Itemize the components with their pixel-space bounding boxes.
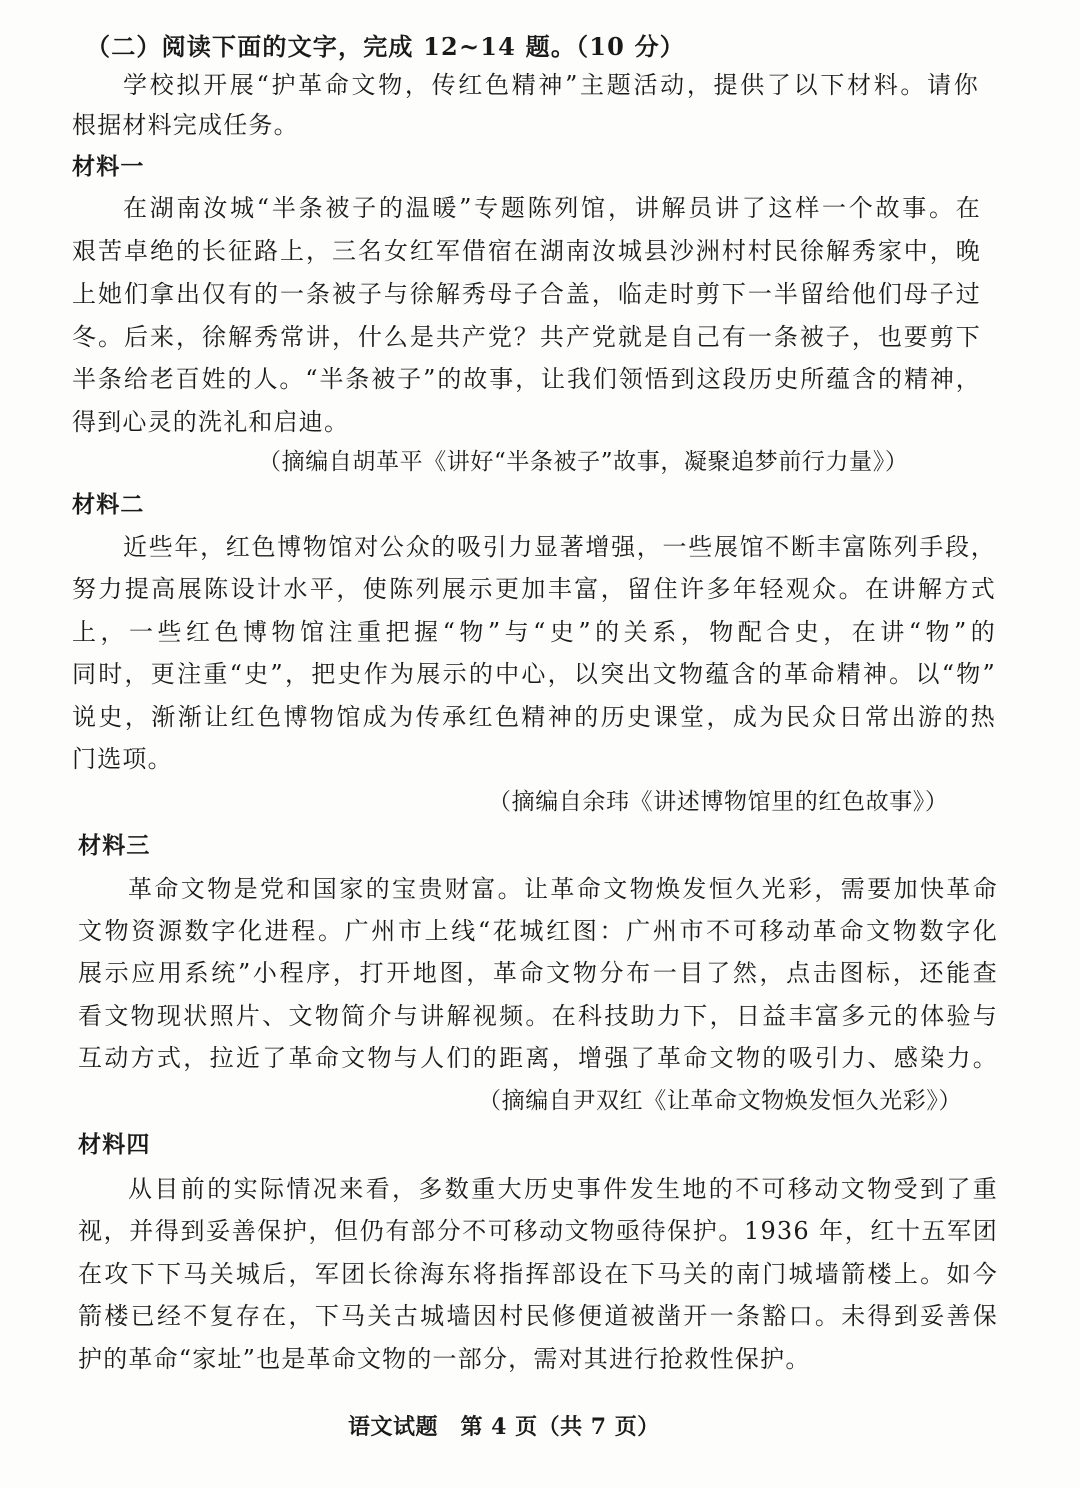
- material-4-line: 视，并得到妥善保护，但仍有部分不可移动文物亟待保护。1936 年，红十五军团: [78, 1217, 998, 1245]
- material-3-source: （摘编自尹双红《让革命文物焕发恒久光彩》）: [478, 1088, 963, 1114]
- material-4-line: 护的革命“家址”也是革命文物的一部分，需对其进行抢救性保护。: [78, 1345, 811, 1373]
- material-4-label: 材料四: [78, 1132, 151, 1158]
- material-2-line: 近些年，红色博物馆对公众的吸引力显著增强，一些展馆不断丰富陈列手段，: [123, 533, 996, 561]
- material-1-line: 冬。后来，徐解秀常讲，什么是共产党？共产党就是自己有一条被子，也要剪下: [72, 323, 981, 351]
- material-2-line: 同时，更注重“史”，把史作为展示的中心，以突出文物蕴含的革命精神。以“物”: [72, 660, 996, 688]
- material-1-line: 上她们拿出仅有的一条被子与徐解秀母子合盖，临走时剪下一半留给他们母子过: [72, 280, 981, 308]
- material-3-line: 展示应用系统”小程序，打开地图，革命文物分布一目了然，点击图标，还能查: [78, 959, 998, 987]
- material-1-source: （摘编自胡革平《讲好“半条被子”故事，凝聚追梦前行力量》）: [258, 449, 909, 475]
- material-3-label: 材料三: [78, 833, 151, 859]
- page-footer: 语文试题 第 4 页（共 7 页）: [348, 1414, 660, 1440]
- material-4-line: 箭楼已经不复存在，下马关古城墙因村民修便道被凿开一条豁口。未得到妥善保: [78, 1302, 998, 1330]
- intro-line: 根据材料完成任务。: [72, 111, 299, 139]
- material-2-line: 努力提高展陈设计水平，使陈列展示更加丰富，留住许多年轻观众。在讲解方式: [72, 575, 996, 603]
- material-3-line: 看文物现状照片、文物简介与讲解视频。在科技助力下，日益丰富多元的体验与: [78, 1002, 998, 1030]
- material-2-label: 材料二: [72, 492, 145, 518]
- material-4-line: 在攻下下马关城后，军团长徐海东将指挥部设在下马关的南门城墙箭楼上。如今: [78, 1260, 998, 1288]
- material-4-line: 从目前的实际情况来看，多数重大历史事件发生地的不可移动文物受到了重: [128, 1175, 998, 1203]
- material-2-line: 门选项。: [72, 745, 173, 773]
- material-1-line: 半条给老百姓的人。“半条被子”的故事，让我们领悟到这段历史所蕴含的精神，: [72, 365, 981, 393]
- material-2-line: 上，一些红色博物馆注重把握“物”与“史”的关系，物配合史，在讲“物”的: [72, 618, 996, 646]
- material-3-line: 互动方式，拉近了革命文物与人们的距离，增强了革命文物的吸引力、感染力。: [78, 1044, 998, 1072]
- material-3-line: 革命文物是党和国家的宝贵财富。让革命文物焕发恒久光彩，需要加快革命: [128, 875, 998, 903]
- material-1-line: 在湖南汝城“半条被子的温暖”专题陈列馆，讲解员讲了这样一个故事。在: [123, 194, 981, 222]
- intro-line: 学校拟开展“护革命文物，传红色精神”主题活动，提供了以下材料。请你: [123, 71, 979, 99]
- material-2-line: 说史，渐渐让红色博物馆成为传承红色精神的历史课堂，成为民众日常出游的热: [72, 703, 996, 731]
- material-1-label: 材料一: [72, 154, 145, 180]
- material-2-source: （摘编自余玮《讲述博物馆里的红色故事》）: [488, 789, 949, 815]
- material-1-line: 得到心灵的洗礼和启迪。: [72, 408, 350, 436]
- material-3-line: 文物资源数字化进程。广州市上线“花城红图：广州市不可移动革命文物数字化: [78, 917, 998, 945]
- section-heading: （二）阅读下面的文字，完成 12~14 题。（10 分）: [86, 32, 685, 61]
- material-1-line: 艰苦卓绝的长征路上，三名女红军借宿在湖南汝城县沙洲村村民徐解秀家中，晚: [72, 237, 981, 265]
